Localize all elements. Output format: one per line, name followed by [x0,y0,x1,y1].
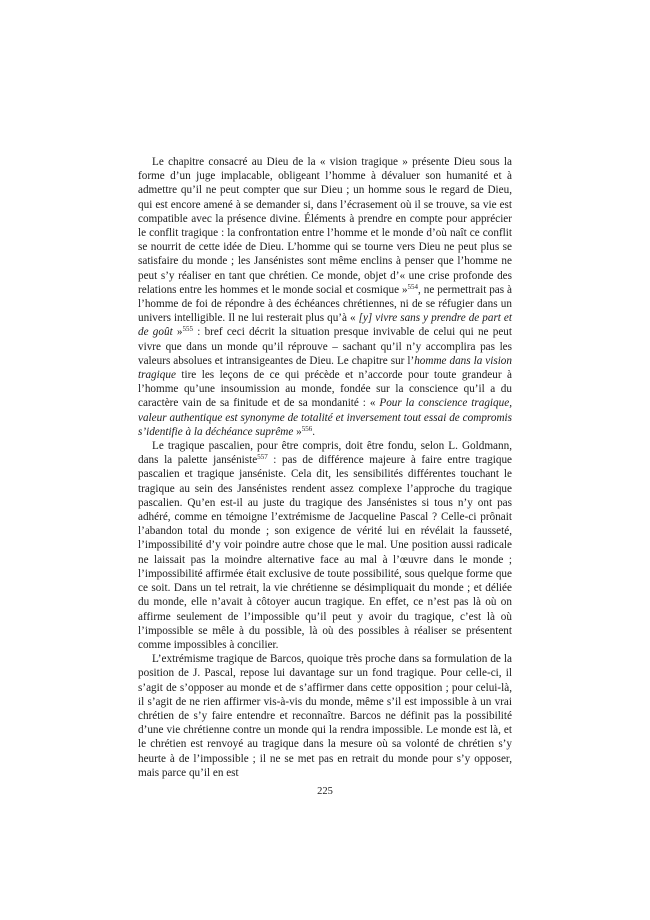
text-run: » [293,425,302,438]
text-run: tire les leçons de ce qui précède et n’accorde pour toute grandeur à l’homme qu’une insoumission au monde, fondée sur la conscience qu’il a du caractère vain de sa finitude et de sa mondanité : « [138,369,512,410]
text-run: : bref ceci décrit la situation presque invivable de celui qui ne peut vivre que dans un monde qu’il réprouve – sachant qu’il n’y accomplira pas les valeurs absolues et intransigeantes de Dieu. Le chapitre sur l’ [138,326,513,367]
text-run: : pas de différence majeure à faire entre tragique pascalien et tragique janséniste. Cela dit, les sensibilités différentes touchant le tragique au sein des Jansénistes rendent assez complexe l’approche du tragique pascalien. Qu’en est-il au juste du tragique des Jansénistes si tous n’y ont pas adhéré, comme en témoigne l’extrémisme de Jacqueline Pascal ? Celle-ci prônait l’abandon total du monde ; son exigence de vérité lui en révélait la fausseté, l’impossibilité d’y voir poindre autre chose que le mal. Une position aussi radicale ne laissait pas la moindre alternative face au mal à l’œuvre dans le monde ; l’impossibilité affirmée était exclusive de toute possibilité, sous quelque forme que ce soit. Dans un tel retrait, la vie chrétienne se désimpliquait du monde ; et déliée du monde, elle n’avait à côtoyer aucun tragique. En effet, ce n’est pas là où on affirme seulement de l’impossible qu’il peut y avoir du tragique, c’est là où l’impossible se mêle à du possible, là où des possibles à réaliser se présentent comme impossibles à concilier. [138,454,513,651]
quote-italic: [y] vivre sans y prendre de part et de goût [138,312,512,339]
footnote-ref-556: 556 [301,424,313,433]
paragraph-3 [138,652,512,780]
text-run: . [312,425,316,438]
footnote-ref-557: 557 [257,453,268,462]
paragraph-2 [138,439,512,652]
footnote-ref-555: 555 [182,325,194,334]
text-run: » [172,326,183,339]
footnote-ref-554: 554 [407,282,419,291]
paragraph-1 [138,155,512,439]
body-text [138,155,512,780]
text-run: , ne permettrait pas à l’homme de foi de répondre à des échéances chrétiennes, ni de se réfugier dans un univers intelligible. Il ne lui resterait plus qu’à « [138,283,512,325]
quote-italic: Pour la conscience tragique, valeur authentique est synonyme de totalité et inversement tout essai de compromis s’identifie à la déchéance suprême [138,397,512,438]
text-run: Le chapitre consacré au Dieu de la « vision tragique » présente Dieu sous la forme d’un juge implacable, obligeant l’homme à dévaluer son humanité et à admettre qu’il ne peut compter que sur Dieu ; un homme sous le regard de Dieu, qui est encore amené à se demander si, dans l’écrasement où il se trouve, sa vie est compatible avec la présence divine. Éléments à prendre en compte pour apprécier le conflit tragique : la confrontation entre l’homme et le monde d’où naît ce conflit se nourrit de cette idée de Dieu. L’homme qui se tourne vers Dieu ne peut plus se satisfaire du monde ; les Jansénistes sont même enclins à penser que l’homme ne peut s’y réaliser en tant que chrétien. Ce monde, objet d’« une crise profonde des relations entre les hommes et le monde social et cosmique » [138,156,512,296]
chapter-title-italic: homme dans la vision tragique [138,354,512,382]
text-run: Le tragique pascalien, pour être compris, doit être fondu, selon L. Goldmann, dans la palette janséniste [138,440,512,467]
page-number: 225 [317,786,333,797]
text-run: L’extrémisme tragique de Barcos, quoique très proche dans sa formulation de la position de J. Pascal, repose lui davantage sur un fond tragique. Pour celle-ci, il s’agit de s’opposer au monde et de s’affirmer dans cette opposition ; pour celui-là, il s’agit de ne rien affirmer vis-à-vis du monde, même s’il est impossible à un vrai chrétien de s’y faire entendre et reconnaître. Barcos ne définit pas la possibilité d’une vie chrétienne contre un monde qui la rendra impossible. Le monde est là, et le chrétien est renvoyé au tragique dans la mesure où sa volonté de chrétien s’y heurte à de l’impossible ; il ne se met pas en retrait du monde pour s’y opposer, mais parce qu’il en est [138,653,512,779]
